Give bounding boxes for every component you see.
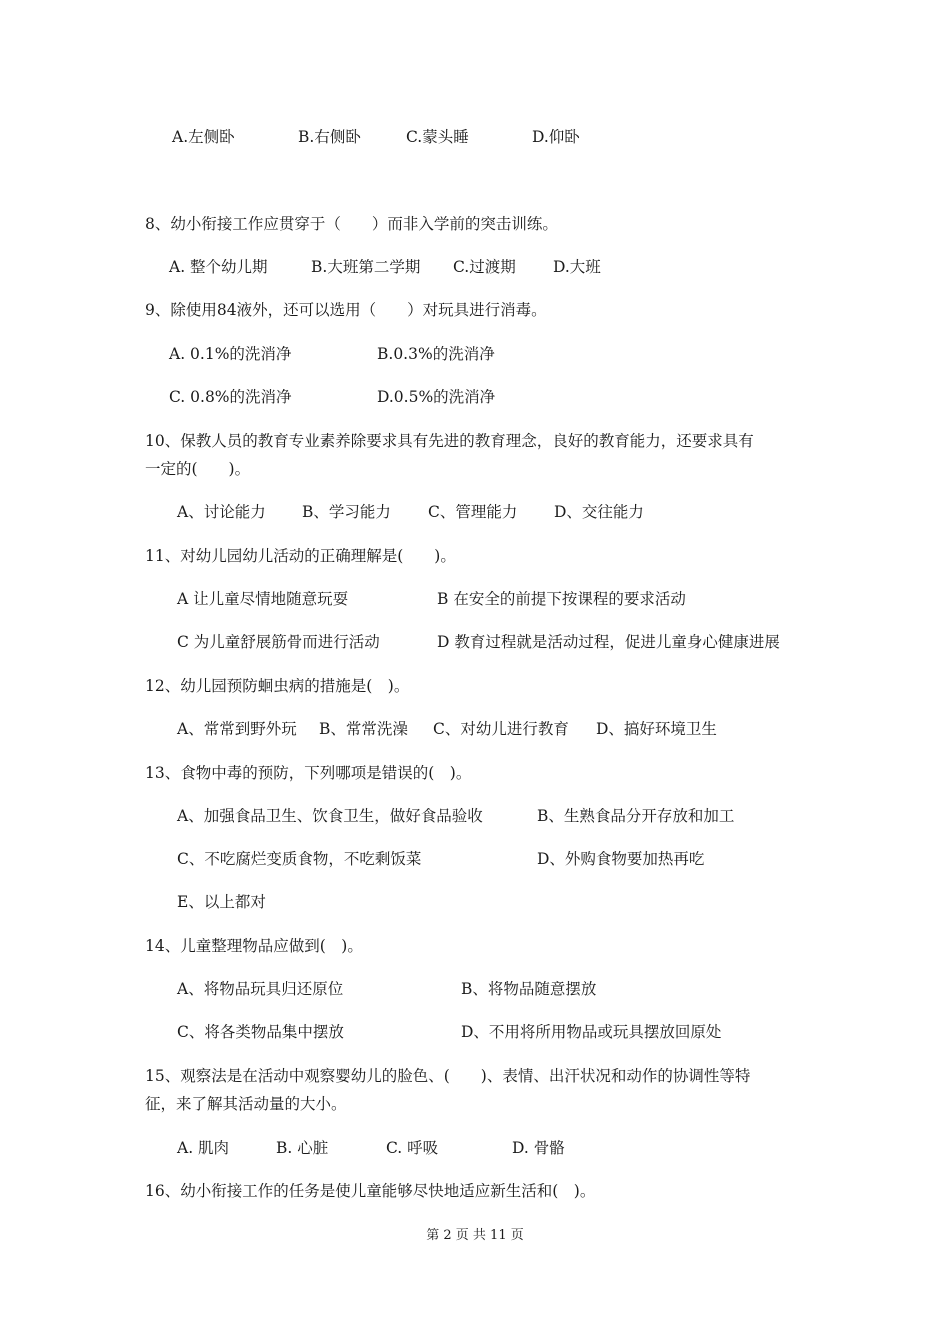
option: C 为儿童舒展筋骨而进行活动	[177, 633, 380, 651]
option: C.蒙头睡	[406, 128, 469, 146]
option: A、讨论能力	[177, 503, 266, 521]
option: A、将物品玩具归还原位	[177, 980, 344, 998]
option: D.仰卧	[532, 128, 580, 146]
option: A. 0.1%的洗消净	[169, 345, 292, 363]
question-11-stem: 11、对幼儿园幼儿活动的正确理解是( )。	[145, 547, 456, 565]
question-10-stem-cont: 一定的( )。	[145, 460, 251, 478]
option: B.大班第二学期	[311, 258, 421, 276]
option: D、不用将所用物品或玩具摆放回原处	[461, 1023, 722, 1041]
option: A、加强食品卫生、饮食卫生，做好食品验收	[177, 807, 483, 825]
option: D. 骨骼	[512, 1139, 565, 1157]
option: D、外购食物要加热再吃	[537, 850, 705, 868]
option: C、将各类物品集中摆放	[177, 1023, 344, 1041]
option: C.过渡期	[453, 258, 516, 276]
option: B. 心脏	[276, 1139, 329, 1157]
question-12-stem: 12、幼儿园预防蛔虫病的措施是( )。	[145, 677, 410, 695]
option: D 教育过程就是活动过程，促进儿童身心健康进展	[437, 633, 780, 651]
option: D、交往能力	[554, 503, 644, 521]
page-number-footer: 第 2 页 共 11 页	[426, 1228, 524, 1243]
option: B.右侧卧	[298, 128, 361, 146]
question-10-stem: 10、保教人员的教育专业素养除要求具有先进的教育理念，良好的教育能力，还要求具有	[145, 432, 754, 450]
question-15-stem: 15、观察法是在活动中观察婴幼儿的脸色、( )、表情、出汗状况和动作的协调性等特	[145, 1067, 751, 1085]
question-15-stem-cont: 征，来了解其活动量的大小。	[145, 1095, 347, 1113]
question-14-stem: 14、儿童整理物品应做到( )。	[145, 937, 363, 955]
option: A. 整个幼儿期	[169, 258, 268, 276]
option: B、生熟食品分开存放和加工	[537, 807, 735, 825]
option: D.0.5%的洗消净	[377, 388, 496, 406]
option: B、学习能力	[302, 503, 391, 521]
option: C. 呼吸	[386, 1139, 439, 1157]
option: B、将物品随意摆放	[461, 980, 597, 998]
option: C. 0.8%的洗消净	[169, 388, 292, 406]
option: D、搞好环境卫生	[596, 720, 717, 738]
question-9-stem: 9、除使用84液外，还可以选用（ ）对玩具进行消毒。	[145, 301, 547, 319]
option: B.0.3%的洗消净	[377, 345, 495, 363]
option: C、不吃腐烂变质食物，不吃剩饭菜	[177, 850, 422, 868]
option: E、以上都对	[177, 893, 266, 911]
option: A.左侧卧	[172, 128, 235, 146]
option: C、管理能力	[428, 503, 518, 521]
option: A、常常到野外玩	[177, 720, 297, 738]
question-16-stem: 16、幼小衔接工作的任务是使儿童能够尽快地适应新生活和( )。	[145, 1182, 596, 1200]
option: A 让儿童尽情地随意玩耍	[177, 590, 349, 608]
question-8-stem: 8、幼小衔接工作应贯穿于（ ）而非入学前的突击训练。	[145, 215, 558, 233]
option: B 在安全的前提下按课程的要求活动	[437, 590, 686, 608]
option: B、常常洗澡	[319, 720, 408, 738]
option: A. 肌肉	[177, 1139, 230, 1157]
option: C、对幼儿进行教育	[433, 720, 569, 738]
question-13-stem: 13、食物中毒的预防，下列哪项是错误的( )。	[145, 764, 472, 782]
option: D.大班	[553, 258, 601, 276]
